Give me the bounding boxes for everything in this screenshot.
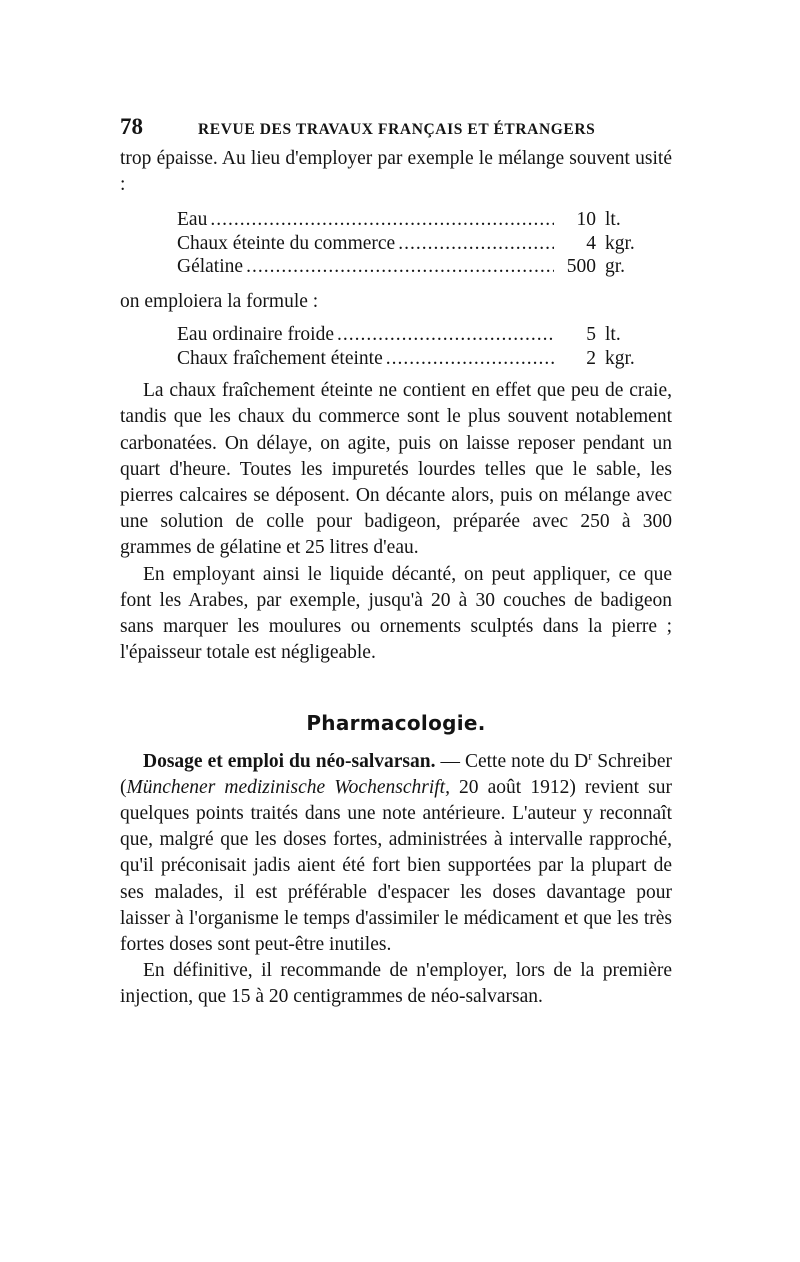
transition-text: on emploiera la formule : — [120, 290, 319, 312]
leader-dots — [383, 347, 554, 371]
running-head: REVUE DES TRAVAUX FRANÇAIS ET ÉTRANGERS — [198, 121, 596, 138]
doctor-abbrev: D — [574, 750, 589, 772]
leader-dots — [334, 323, 554, 347]
recipe-common — [177, 208, 647, 279]
article-title: Dosage et emploi du néo-salvarsan. — [143, 750, 436, 772]
recipe-row — [177, 208, 647, 232]
ingredient: Gélatine — [177, 256, 244, 278]
quantity: 500 — [566, 256, 596, 278]
paragraph-chaux: La chaux fraîchement éteinte ne contient en effet que peu de craie, tandis que les chaux du commerce sont le plus souvent notablement carbonatées. On délaye, on agite, puis on laisse reposer pendant un quart d'heure. Toutes les impuretés lourdes telles que le sable, les pierres calcaires se déposent. On décante alors, puis on mélange avec une solution de colle pour badigeon, préparée avec 250 à 300 grammes de gélatine et 25 litres d'eau. — [120, 380, 672, 559]
quantity: 5 — [586, 324, 596, 346]
page-header — [120, 114, 672, 144]
quantity: 4 — [586, 232, 596, 254]
body-text — [120, 146, 672, 1011]
unit: kgr. — [605, 347, 635, 369]
doctor-sup: r — [588, 748, 593, 763]
ingredient: Eau — [177, 209, 208, 231]
unit: lt. — [605, 209, 621, 231]
unit: kgr. — [605, 232, 635, 254]
paragraph-arabes: En employant ainsi le liquide décanté, on peut appliquer, ce que font les Arabes, par exemple, jusqu'à 20 à 30 couches de badigeon sans marquer les moulures ou ornements sculptés dans la pierre ; l'épaisseur totale est négligeable. — [120, 563, 672, 664]
article-body: 20 août 1912) revient sur quelques points traités dans une note antérieure. L'auteur y reconnaît que, malgré que les doses fortes, administrées à intervalle rapproché, qu'il préconisait jadis aient été fort bien supportées par la plupart de ses malades, il est préférable d'espacer les doses davantage pour laisser à l'organisme le temps d'assimiler le médicament et que les très fortes doses sont peut-être inutiles. — [120, 776, 672, 955]
recipe-improved — [177, 323, 647, 370]
conclusion-paragraph: En définitive, il recommande de n'employer, lors de la première injection, que 15 à 20 centigrammes de néo-salvarsan. — [120, 960, 672, 1008]
ingredient: Eau ordinaire froide — [177, 324, 335, 346]
recipe-row — [177, 323, 647, 347]
article-paragraph — [120, 749, 672, 959]
journal-title: Münchener medizinische Wochenschrift, — [126, 776, 450, 798]
author-name: Schreiber ( — [120, 750, 672, 798]
unit: lt. — [605, 324, 621, 346]
recipe-row — [177, 255, 647, 279]
ingredient: Chaux fraîchement éteinte — [177, 347, 383, 369]
recipe-row — [177, 232, 647, 256]
leader-dots — [207, 208, 554, 232]
leader-dots — [395, 232, 554, 256]
section-title: Pharmacologie. — [306, 711, 486, 736]
leader-dots — [243, 255, 554, 279]
recipe-row — [177, 347, 647, 371]
intro-paragraph: trop épaisse. Au lieu d'employer par exemple le mélange souvent usité : — [120, 148, 672, 196]
ingredient: Chaux éteinte du commerce — [177, 232, 396, 254]
unit: gr. — [605, 256, 626, 278]
page-number: 78 — [120, 114, 143, 139]
quantity: 2 — [586, 347, 596, 369]
quantity: 10 — [576, 209, 596, 231]
article-dash: — Cette note du — [435, 750, 575, 772]
